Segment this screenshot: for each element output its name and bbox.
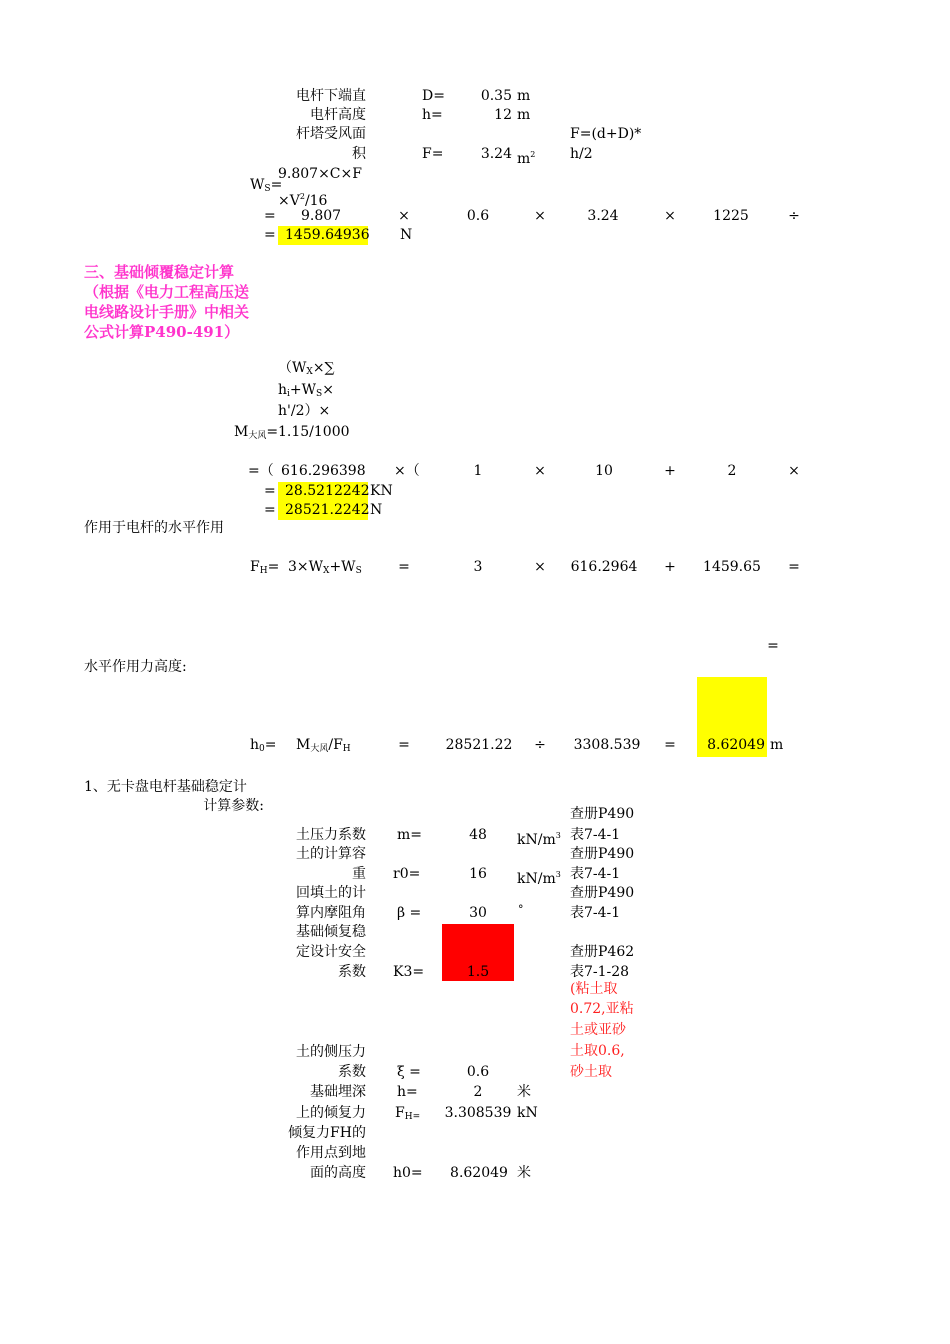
ws-row1-value2: 0.6 [466,208,490,224]
ws-result: 1459.64936 [278,226,368,245]
ws-formula-line2: $\times V^2/16$ [278,192,328,209]
d-label: 电杆下端直 [296,88,366,104]
h0-formula: $M_{大风}/F_H$ [296,737,351,754]
k3-label-line1: 基础倾复稳 [296,924,366,940]
r0-label-line1: 土的计算容 [296,846,366,862]
r0-unit: $kN/m^3$ [517,870,561,887]
section-3-title-line2: （根据《电力工程高压送 [84,283,250,301]
action-height-value: 8.62049 [450,1165,508,1181]
beta-ref-line1: 查册P490 [570,885,635,901]
moment-row1-op4: × [788,463,800,479]
f-symbol: F= [422,146,444,162]
overturn-force-label: 上的倾复力 [296,1105,366,1121]
d-unit: m [517,88,531,104]
d-value: 0.35 [480,88,512,104]
depth-unit: 米 [517,1084,531,1100]
h0-result: 8.62049 [707,737,765,753]
h-value: 12 [494,107,512,123]
ws-row1-op2: × [534,208,546,224]
xi-label-line2: 系数 [338,1064,366,1080]
k3-label-line2: 定设计安全 [296,944,366,960]
ws-row1-value3: 3.24 [587,208,619,224]
fh-equals2: = [788,559,800,575]
m-label: 土压力系数 [296,827,366,843]
moment-row1-equals: =（ [248,463,274,479]
stability-params-title: 计算参数: [203,798,264,814]
action-height-unit: 米 [517,1165,531,1181]
h0-op: ÷ [534,737,546,753]
ws-row1-equals: = [264,208,276,224]
overturn-force-value: 3.308539 [444,1105,512,1121]
f-label-line2: 积 [352,146,366,162]
r0-ref-line1: 查册P490 [570,846,635,862]
moment-row1-op2: × [534,463,546,479]
fh-value2: 616.2964 [570,559,638,575]
soil-note-line2: 0.72,亚粘 [570,1001,634,1017]
r0-value: 16 [469,866,487,882]
moment-formula-line2: $h_i+W_S\times$ [278,382,334,399]
k3-ref-line2: 表7-1-28 [570,964,630,980]
k3-value: 1.5 [466,964,490,980]
r0-ref-line2: 表7-4-1 [570,866,621,882]
stability-title: 1、无卡盘电杆基础稳定计 [84,779,247,795]
soil-note-line1: (粘土取 [570,981,618,997]
beta-label-line2: 算内摩阻角 [296,905,366,921]
k3-symbol: K3= [393,964,425,980]
moment-row1-op3: + [664,463,676,479]
overturn-force-unit: kN [517,1105,538,1121]
moment-row1-op1: ×（ [394,463,420,479]
fh-value1: 3 [473,559,483,575]
fh-equals3: = [767,638,779,654]
f-unit: $m^2$ [517,150,536,167]
moment-row1-value1: 616.296398 [281,463,366,479]
h0-result-unit: m [770,737,784,753]
ws-row1-op3: × [664,208,676,224]
action-height-symbol: h0= [393,1165,423,1181]
h-label: 电杆高度 [310,107,366,123]
m-ref: 表7-4-1 [570,827,621,843]
beta-value: 30 [469,905,487,921]
d-symbol: D= [422,88,445,104]
depth-value: 2 [473,1084,483,1100]
soil-note-line5: 砂土取 [570,1064,612,1080]
moment-result-n: 28521.2242 [278,501,368,520]
f-formula-line1: F=(d+D)* [570,126,642,142]
height-title: 水平作用力高度: [84,659,187,675]
moment-formula-line1: （$W_X\times\sum$ [278,360,335,377]
soil-note-line4: 土取0.6, [570,1043,625,1059]
overturn-force-symbol: $F_{H=}$ [395,1105,421,1122]
h-unit: m [517,107,531,123]
moment-row1-value3: 10 [595,463,613,479]
fh-value3: 1459.65 [703,559,761,575]
fh-op2: + [664,559,676,575]
beta-unit: ° [518,903,524,916]
m-value: 48 [469,827,487,843]
k3-ref-line1: 查册P462 [570,944,635,960]
section-3-title-line4: 公式计算P490-491） [84,323,240,341]
h0-equals: = [398,737,410,753]
ws-row2-equals: = [264,227,276,243]
f-label-line1: 杆塔受风面 [296,126,366,142]
moment-symbol: $M_{大风}=$ [234,424,279,441]
h0-value2: 3308.539 [573,737,641,753]
fh-equals: = [398,559,410,575]
moment-formula-line4: 1.15/1000 [278,424,350,440]
action-height-label-line3: 面的高度 [310,1165,366,1181]
moment-row1-value4: 2 [727,463,737,479]
ref-cut-top: 查册P490 [570,806,635,822]
fh-formula: $3\times W_X+W_S$ [288,559,362,576]
action-height-label-line1: 倾复力FH的 [288,1125,366,1141]
moment-row1-value2: 1 [473,463,483,479]
k3-label-line3: 系数 [338,964,366,980]
r0-symbol: r0= [393,866,421,882]
xi-symbol: ξ = [397,1064,421,1080]
h0-value1: 28521.22 [445,737,513,753]
ws-row1-op1: × [398,208,410,224]
section-3-title-line3: 电线路设计手册》中相关 [84,303,250,321]
ws-row1-value1: 9.807 [301,208,342,224]
f-formula-line2: h/2 [570,146,593,162]
h-symbol: h= [422,107,443,123]
r0-label-line2: 重 [352,866,366,882]
horizontal-force-title: 作用于电杆的水平作用 [84,520,224,536]
beta-ref-line2: 表7-4-1 [570,905,621,921]
moment-formula-line3: h'/2）× [278,403,331,419]
m-unit: $kN/m^3$ [517,831,561,848]
xi-label-line1: 土的侧压力 [296,1044,366,1060]
h0-symbol: $h_0=$ [250,737,277,754]
section-3-title-line1: 三、基础倾覆稳定计算 [84,263,235,281]
h0-equals2: = [664,737,676,753]
xi-value: 0.6 [466,1064,490,1080]
ws-symbol: $W_S=$ [250,177,283,194]
moment-result-kn-unit: KN [370,483,393,499]
f-value: 3.24 [480,146,512,162]
moment-result-n-unit: N [370,502,383,518]
action-height-label-line2: 作用点到地 [296,1145,366,1161]
fh-op1: × [534,559,546,575]
moment-row2-equals: = [264,483,276,499]
moment-result-kn: 28.5212242 [278,482,368,501]
beta-symbol: β = [397,905,422,921]
soil-note-line3: 土或亚砂 [570,1022,626,1038]
ws-row1-value4: 1225 [713,208,749,224]
m-symbol: m= [397,827,423,843]
depth-symbol: h= [397,1084,418,1100]
fh-symbol: $F_H=$ [250,559,280,576]
ws-formula-line1: 9.807×C×F [278,166,362,182]
beta-label-line1: 回填土的计 [296,885,366,901]
moment-row3-equals: = [264,502,276,518]
ws-row1-op4: ÷ [788,208,800,224]
ws-result-unit: N [400,227,413,243]
depth-label: 基础埋深 [310,1084,366,1100]
